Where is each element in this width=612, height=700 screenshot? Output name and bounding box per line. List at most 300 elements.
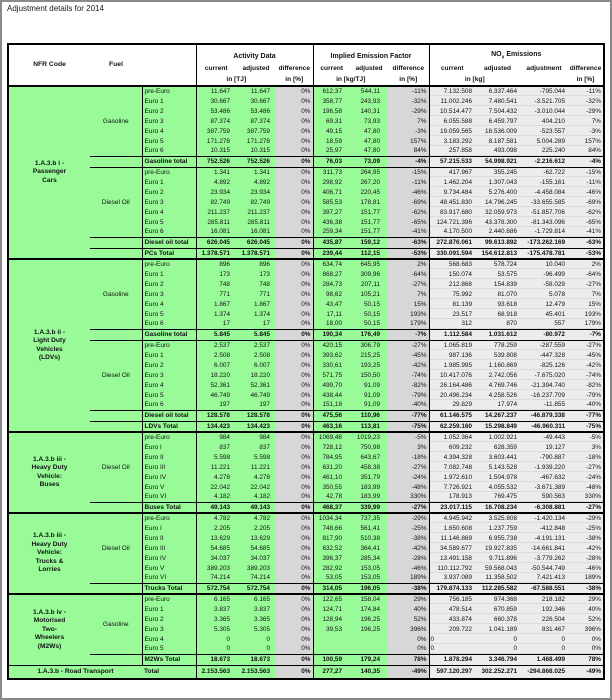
value-cell: 2.205	[196, 523, 236, 533]
value-cell: 626.045	[196, 237, 236, 248]
value-cell: 91,09	[350, 390, 388, 400]
value-cell: 748	[196, 279, 236, 289]
value-cell: 0	[520, 644, 568, 654]
value-cell: 984	[196, 432, 236, 442]
value-cell: 0%	[276, 604, 313, 614]
value-cell: 82.749	[236, 197, 276, 207]
unit-header: in [%]	[388, 73, 429, 86]
value-cell: 2.537	[196, 340, 236, 350]
value-cell: 154.839	[475, 279, 520, 289]
value-cell: 259,34	[313, 227, 350, 237]
euro-class-cell: Euro 5	[142, 217, 196, 227]
value-cell: 174,84	[350, 604, 388, 614]
value-cell: -790.887	[520, 452, 568, 462]
value-cell: 18.673	[236, 654, 276, 665]
value-cell: 11.647	[196, 86, 236, 96]
nfr-code-line: Vehicle:	[37, 549, 62, 557]
value-cell: -82%	[388, 380, 429, 390]
value-cell: 311,73	[313, 167, 350, 177]
value-cell: 2.508	[236, 350, 276, 360]
value-cell: 179.874.133	[429, 583, 475, 594]
value-cell: 93.618	[475, 299, 520, 309]
value-cell: -795.044	[520, 86, 568, 96]
value-cell: -42%	[388, 543, 429, 553]
value-cell: 34.037	[196, 553, 236, 563]
euro-class-cell: Euro 5	[142, 136, 196, 146]
value-cell: 6.007	[196, 360, 236, 370]
value-cell: -62.722	[520, 167, 568, 177]
fuel-cell-empty	[90, 156, 142, 167]
value-cell: 1.504.978	[475, 472, 520, 482]
value-cell: 73,09	[350, 156, 388, 167]
value-cell: 52%	[388, 614, 429, 624]
euro-class-cell: Euro VI	[142, 492, 196, 502]
value-cell: 728,12	[313, 442, 350, 452]
value-cell: 5.845	[196, 329, 236, 340]
value-cell: 7.132.508	[429, 86, 475, 96]
value-cell: 572.754	[196, 583, 236, 594]
value-cell: 68.918	[475, 309, 520, 319]
table-header	[8, 44, 604, 86]
value-cell: 750,98	[350, 442, 388, 452]
value-cell: 2.153.563	[236, 665, 276, 679]
euro-class-cell: Euro 3	[142, 116, 196, 126]
value-cell: 0%	[276, 329, 313, 340]
value-cell: 18.220	[196, 370, 236, 380]
value-cell: -27%	[568, 462, 604, 472]
value-cell: 190,34	[313, 329, 350, 340]
euro-class-cell: Euro 4	[142, 634, 196, 644]
value-cell: 2%	[568, 259, 604, 269]
value-cell: 17,11	[313, 309, 350, 319]
value-cell: 43,47	[313, 299, 350, 309]
sub-col-header: adjusted	[236, 61, 276, 73]
value-cell: 157%	[388, 136, 429, 146]
euro-class-cell: Euro V	[142, 563, 196, 573]
value-cell: 350,55	[313, 482, 350, 492]
value-cell: 831.467	[520, 624, 568, 634]
euro-class-cell: Euro 4	[142, 126, 196, 136]
value-cell: -3%	[568, 126, 604, 136]
fuel-cell-empty	[90, 237, 142, 248]
value-cell: 896	[236, 259, 276, 269]
value-cell: 436,38	[313, 217, 350, 227]
fuel-cell-empty	[90, 329, 142, 340]
section-total-row	[8, 502, 604, 513]
unit-header: in [kg/TJ]	[313, 73, 388, 86]
euro-class-cell: Euro III	[142, 543, 196, 553]
value-cell: -46%	[568, 187, 604, 197]
value-cell: 3.365	[196, 614, 236, 624]
value-cell: 475,56	[313, 410, 350, 421]
value-cell: 53.486	[236, 106, 276, 116]
value-cell: 1.972.610	[429, 472, 475, 482]
value-cell: 0%	[276, 452, 313, 462]
value-cell: 0%	[276, 533, 313, 543]
value-cell: 78%	[568, 654, 604, 665]
value-cell: -38%	[568, 533, 604, 543]
nfr-code-line: Motorised	[33, 617, 66, 624]
value-cell: 7.726.921	[429, 482, 475, 492]
value-cell: 0%	[276, 360, 313, 370]
value-cell: 59.568.043	[475, 563, 520, 573]
adjustment-table	[7, 43, 605, 680]
value-cell: 134.423	[196, 421, 236, 432]
value-cell: 0%	[276, 442, 313, 452]
value-cell: 0%	[276, 573, 313, 583]
value-cell: 7.421.413	[520, 573, 568, 583]
total-label-cell: Trucks Total	[142, 583, 196, 594]
value-cell: 0%	[276, 207, 313, 217]
value-cell: -467.632	[520, 472, 568, 482]
euro-class-cell: Euro I	[142, 523, 196, 533]
value-cell: -29%	[388, 513, 429, 523]
value-cell: 499,70	[313, 380, 350, 390]
value-cell: 302.252.271	[475, 665, 520, 679]
value-cell: 193%	[388, 309, 429, 319]
value-cell: -77%	[568, 410, 604, 421]
value-cell: -96.499	[520, 269, 568, 279]
value-cell: 0%	[276, 472, 313, 482]
grand-total-row	[8, 665, 604, 679]
euro-class-cell: Euro III	[142, 462, 196, 472]
euro-class-cell: Euro 3	[142, 624, 196, 634]
value-cell: 73,93	[350, 116, 388, 126]
value-cell: 0%	[276, 380, 313, 390]
value-cell: 26.164.486	[429, 380, 475, 390]
value-cell: 16.081	[236, 227, 276, 237]
value-cell: 11.146.869	[429, 533, 475, 543]
value-cell: 837	[236, 442, 276, 452]
value-cell: 756.185	[429, 594, 475, 604]
value-cell: 463,16	[313, 421, 350, 432]
value-cell: 100,59	[313, 654, 350, 665]
value-cell: 435,87	[313, 237, 350, 248]
value-cell: 609.232	[429, 442, 475, 452]
value-cell: -14.661.841	[520, 543, 568, 553]
value-cell: 7.082.748	[429, 462, 475, 472]
value-cell: -64%	[568, 269, 604, 279]
value-cell: 572.754	[236, 583, 276, 594]
value-cell: 1.237.759	[475, 523, 520, 533]
total-label-cell: M2Ws Total	[142, 654, 196, 665]
value-cell: -79%	[568, 390, 604, 400]
value-cell: 364,41	[350, 543, 388, 553]
value-cell: 539.808	[475, 350, 520, 360]
value-cell: 2%	[388, 259, 429, 269]
fuel-cell-empty	[90, 421, 142, 432]
sub-col-header: adjusted	[350, 61, 388, 73]
value-cell: 277,27	[313, 665, 350, 679]
value-cell: 87.374	[196, 116, 236, 126]
value-cell: 183,99	[350, 482, 388, 492]
value-cell: -64%	[388, 269, 429, 279]
value-cell: 0%	[276, 167, 313, 177]
value-cell: 351,79	[350, 472, 388, 482]
value-cell: -5%	[568, 432, 604, 442]
value-cell: -46.960.311	[520, 421, 568, 432]
value-cell: 264,95	[350, 167, 388, 177]
total-label-cell: Buses Total	[142, 502, 196, 513]
value-cell: 0	[429, 644, 475, 654]
value-cell: 1.341	[236, 167, 276, 177]
table-row	[8, 259, 604, 269]
value-cell: 9.734.484	[429, 187, 475, 197]
value-cell: -4.191.131	[520, 533, 568, 543]
nfr-code-line: Buses	[39, 481, 60, 488]
total-label-cell: Gasoline total	[142, 329, 196, 340]
value-cell: 42,78	[313, 492, 350, 502]
value-cell: 0%	[568, 634, 604, 644]
value-cell: 0%	[276, 421, 313, 432]
value-cell: -40%	[388, 400, 429, 410]
value-cell: 0%	[276, 269, 313, 279]
value-cell: 218.182	[520, 594, 568, 604]
sub-col-header: difference	[388, 61, 429, 73]
value-cell: 817,90	[313, 533, 350, 543]
value-cell: 226.504	[520, 614, 568, 624]
value-cell: 1.041.189	[475, 624, 520, 634]
fuel-cell: Gasoline	[90, 86, 142, 156]
value-cell: 0	[520, 634, 568, 644]
value-cell: -46.879.338	[520, 410, 568, 421]
value-cell: 1.867	[236, 299, 276, 309]
euro-class-cell: Euro V	[142, 482, 196, 492]
value-cell: 54.685	[196, 543, 236, 553]
value-cell: 0%	[276, 248, 313, 259]
value-cell: -4%	[568, 156, 604, 167]
value-cell: 5.276.400	[475, 187, 520, 197]
value-cell: 54.998.921	[475, 156, 520, 167]
value-cell: -38%	[388, 583, 429, 594]
euro-class-cell: Euro 5	[142, 390, 196, 400]
value-cell: -27%	[568, 279, 604, 289]
value-cell: 3%	[388, 442, 429, 452]
value-cell: 50,15	[350, 299, 388, 309]
fuel-cell: Diesel Oil	[90, 340, 142, 410]
value-cell: 197	[196, 400, 236, 410]
value-cell: -1.420.134	[520, 513, 568, 523]
value-cell: 0%	[276, 259, 313, 269]
nfr-code-cell	[8, 432, 90, 513]
value-cell: -21.394.740	[520, 380, 568, 390]
value-cell: 62.259.160	[429, 421, 475, 432]
value-cell: 23.934	[196, 187, 236, 197]
value-cell: -40%	[568, 400, 604, 410]
value-cell: 330.091.594	[429, 248, 475, 259]
value-cell: 16.081	[196, 227, 236, 237]
value-cell: -412.848	[520, 523, 568, 533]
value-cell: 183,99	[350, 492, 388, 502]
value-cell: 49,15	[313, 126, 350, 136]
value-cell: 10.315	[196, 146, 236, 156]
euro-class-cell: Euro 1	[142, 350, 196, 360]
value-cell: 1.374	[196, 309, 236, 319]
fuel-total-row	[8, 156, 604, 167]
value-cell: 17	[196, 319, 236, 329]
value-cell: 47,80	[350, 136, 388, 146]
value-cell: 209.722	[429, 624, 475, 634]
nfr-code-line: 1.A.3.b i -	[34, 159, 65, 167]
euro-class-cell: pre-Euro	[142, 86, 196, 96]
value-cell: 178.913	[429, 492, 475, 502]
value-cell: -62%	[568, 207, 604, 217]
value-cell: 6.459.797	[475, 116, 520, 126]
value-cell: 0	[236, 634, 276, 644]
value-cell: 0%	[276, 340, 313, 350]
value-cell: 61.146.575	[429, 410, 475, 421]
value-cell: 389.203	[196, 563, 236, 573]
value-cell: -2.216.612	[520, 156, 568, 167]
fuel-total-row	[8, 237, 604, 248]
value-cell: 0%	[388, 644, 429, 654]
value-cell: 0%	[276, 187, 313, 197]
value-cell: 645,95	[350, 259, 388, 269]
value-cell: -29%	[568, 106, 604, 116]
value-cell: 74.214	[236, 573, 276, 583]
value-cell: 53.486	[196, 106, 236, 116]
value-cell: 179%	[388, 319, 429, 329]
value-cell: 1069,48	[313, 432, 350, 442]
value-cell: 2.440.686	[475, 227, 520, 237]
value-cell: 355.245	[475, 167, 520, 177]
value-cell: -25%	[568, 523, 604, 533]
value-cell: 215,25	[350, 350, 388, 360]
value-cell: 6.165	[236, 594, 276, 604]
value-cell: 309,96	[350, 269, 388, 279]
value-cell: 6.007	[236, 360, 276, 370]
value-cell: -42%	[568, 360, 604, 370]
value-cell: -173.262.169	[520, 237, 568, 248]
euro-class-cell: Euro 1	[142, 177, 196, 187]
header-group-row	[8, 44, 604, 61]
value-cell: 49.143	[196, 502, 236, 513]
value-cell: 771	[196, 289, 236, 299]
value-cell: 1.462.204	[429, 177, 475, 187]
value-cell: 1.378.571	[196, 248, 236, 259]
value-cell: -24%	[568, 472, 604, 482]
value-cell: -38%	[568, 583, 604, 594]
euro-class-cell: Euro 2	[142, 106, 196, 116]
value-cell: 243,93	[350, 96, 388, 106]
euro-class-cell: pre-Euro	[142, 259, 196, 269]
value-cell: 196,25	[350, 624, 388, 634]
value-cell: 406,71	[313, 187, 350, 197]
nfr-code-line: 1.A.3.b iv -	[33, 608, 66, 616]
value-cell: 10.040	[520, 259, 568, 269]
group-header: Implied Emission Factor	[313, 44, 429, 61]
euro-class-cell: Euro 5	[142, 644, 196, 654]
value-cell: 81.139	[429, 299, 475, 309]
value-cell: 124.721.396	[429, 217, 475, 227]
value-cell: 23.517	[429, 309, 475, 319]
value-cell: 11.221	[196, 462, 236, 472]
value-cell: -33.655.585	[520, 197, 568, 207]
value-cell: 15.298.849	[475, 421, 520, 432]
value-cell: -16.237.709	[520, 390, 568, 400]
value-cell: 0%	[276, 624, 313, 634]
value-cell: 13.491.158	[429, 553, 475, 563]
value-cell: 128.578	[196, 410, 236, 421]
value-cell: 6.955.738	[475, 533, 520, 543]
value-cell: 112.285.582	[475, 583, 520, 594]
value-cell: 173	[236, 269, 276, 279]
value-cell: -63%	[568, 237, 604, 248]
value-cell: 1.002.921	[475, 432, 520, 442]
fuel-cell-empty	[90, 654, 142, 665]
value-cell: 0%	[276, 634, 313, 644]
value-cell: 0%	[568, 644, 604, 654]
value-cell: 2.153.563	[196, 665, 236, 679]
value-cell: 626.045	[236, 237, 276, 248]
value-cell: -69%	[568, 197, 604, 207]
value-cell: 3.603.441	[475, 452, 520, 462]
euro-class-cell: Euro 1	[142, 604, 196, 614]
value-cell: 15%	[568, 299, 604, 309]
value-cell: 330,61	[313, 360, 350, 370]
value-cell: 14.267.237	[475, 410, 520, 421]
value-cell: 314,05	[313, 583, 350, 594]
value-cell: 396%	[568, 624, 604, 634]
value-cell: 12.479	[520, 299, 568, 309]
value-cell: 211.237	[196, 207, 236, 217]
value-cell: 78%	[388, 654, 429, 665]
value-cell: -46%	[388, 563, 429, 573]
value-cell: 0%	[276, 594, 313, 604]
value-cell: 0%	[276, 319, 313, 329]
value-cell: 896	[196, 259, 236, 269]
value-cell: 4.892	[196, 177, 236, 187]
value-cell: 6.055.588	[429, 116, 475, 126]
euro-class-cell: Euro 3	[142, 289, 196, 299]
table-row	[8, 86, 604, 96]
euro-class-cell: Euro 2	[142, 360, 196, 370]
value-cell: 212.868	[429, 279, 475, 289]
value-cell: -18%	[388, 452, 429, 462]
value-cell: 52.361	[236, 380, 276, 390]
nfr-code-line: Cars	[42, 176, 57, 184]
unit-header: in [%]	[276, 73, 313, 86]
fuel-cell: Diesel Oil	[90, 513, 142, 583]
value-cell: 211.237	[236, 207, 276, 217]
value-cell: 128.578	[236, 410, 276, 421]
euro-class-cell: Euro 6	[142, 400, 196, 410]
value-cell: 176,49	[350, 329, 388, 340]
value-cell: 3%	[568, 442, 604, 452]
value-cell: -24%	[388, 472, 429, 482]
value-cell: 396%	[388, 624, 429, 634]
value-cell: 7.480.541	[475, 96, 520, 106]
value-cell: 22.042	[196, 482, 236, 492]
value-cell: 0%	[276, 614, 313, 624]
euro-class-cell: Euro IV	[142, 472, 196, 482]
value-cell: 207,11	[350, 279, 388, 289]
value-cell: 57.215.533	[429, 156, 475, 167]
value-cell: 0%	[276, 177, 313, 187]
value-cell: 153,05	[350, 573, 388, 583]
value-cell: 11.358.502	[475, 573, 520, 583]
value-cell: 0	[196, 634, 236, 644]
value-cell: 112,15	[350, 248, 388, 259]
value-cell: -81.343.096	[520, 217, 568, 227]
value-cell: 1.112.584	[429, 329, 475, 340]
value-cell: -48%	[388, 482, 429, 492]
value-cell: 0	[475, 634, 520, 644]
nfr-code-line: Trucks &	[35, 557, 64, 565]
fuel-cell-empty	[90, 410, 142, 421]
value-cell: 561,41	[350, 523, 388, 533]
value-cell: 0%	[276, 462, 313, 472]
